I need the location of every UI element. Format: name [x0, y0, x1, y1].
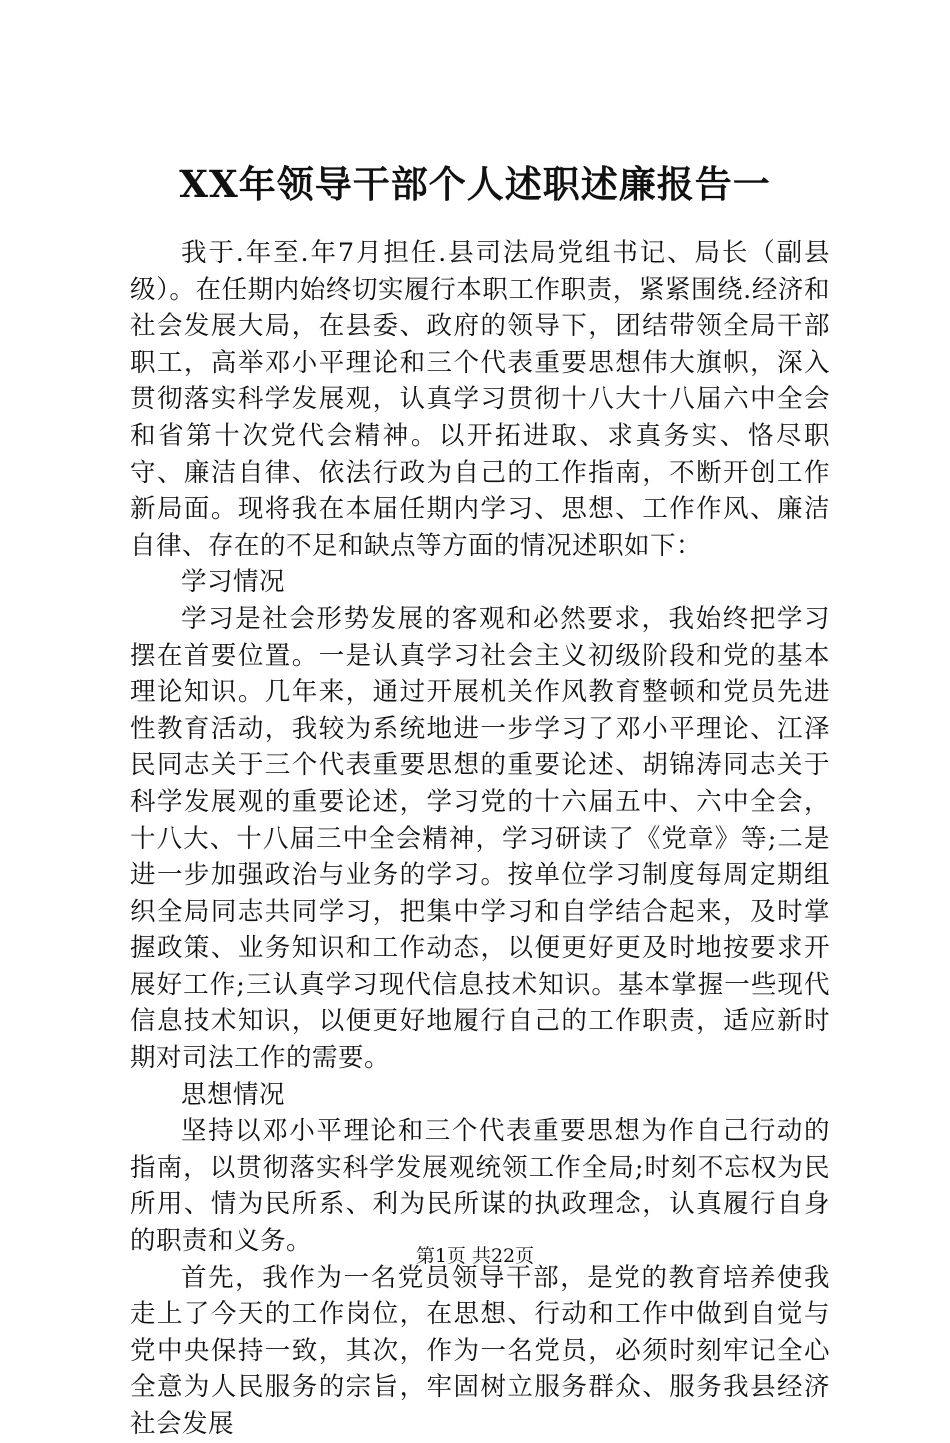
section-heading-thought: 思想情况	[181, 1079, 286, 1110]
section-heading-study: 学习情况	[181, 567, 286, 598]
paragraph-study: 学习是社会形势发展的客观和必然要求，我始终把学习摆在首要位置。一是认真学习社会主义初级阶段和党的基本理论知识。几年来，通过开展机关作风教育整顿和党员先进性教育活动，我较为系统地进一步学习了邓小平理论、江泽民同志关于三个代表重要思想的重要论述、胡锦涛同志关于科学发展观的重要论述，学习党的十六届五中、六中全会，十八大、十八届三中全会精神，学习研读了《党章》等;二是进一步加强政治与业务的学习。按单位学习制度每周定期组织全局同志共同学习，把集中学习和自学结合起来，及时掌握政策、业务知识和工作动态，以便更好更及时地按要求开展好工作;三认真学习现代信息技术知识。基本掌握一些现代信息技术知识，以便更好地履行自己的工作职责，适应新时期对司法工作的需要。	[130, 603, 830, 1074]
document-title: XX年领导干部个人述职述廉报告一	[179, 162, 771, 206]
paragraph-intro: 我于.年至.年7月担任.县司法局党组书记、局长（副县级）。在任期内始终切实履行本职工作职责，紧紧围绕.经济和社会发展大局，在县委、政府的领导下，团结带领全局干部职工，高举邓小平理论和三个代表重要思想伟大旗帜，深入贯彻落实科学发展观，认真学习贯彻十八大十八届六中全会和省第十次党代会精神。以开拓进取、求真务实、恪尽职守、廉洁自律、依法行政为自己的工作指南，不断开创工作新局面。现将我在本届任期内学习、思想、工作作风、廉洁自律、存在的不足和缺点等方面的情况述职如下：	[130, 238, 830, 561]
paragraph-thought: 坚持以邓小平理论和三个代表重要思想为作自己行动的指南，以贯彻落实科学发展观统领工作全局;时刻不忘权为民所用、情为民所系、利为民所谋的执政理念，认真履行自身的职责和义务。	[130, 1116, 830, 1257]
paragraph-first: 首先，我作为一名党员领导干部，是党的教育培养使我走上了今天的工作岗位，在思想、行动和工作中做到自觉与党中央保持一致，其次，作为一名党员，必须时刻牢记全心全意为人民服务的宗旨，牢固树立服务群众、服务我县经济社会发展	[130, 1262, 830, 1439]
page-number: 第1页 共22页	[415, 1245, 535, 1267]
